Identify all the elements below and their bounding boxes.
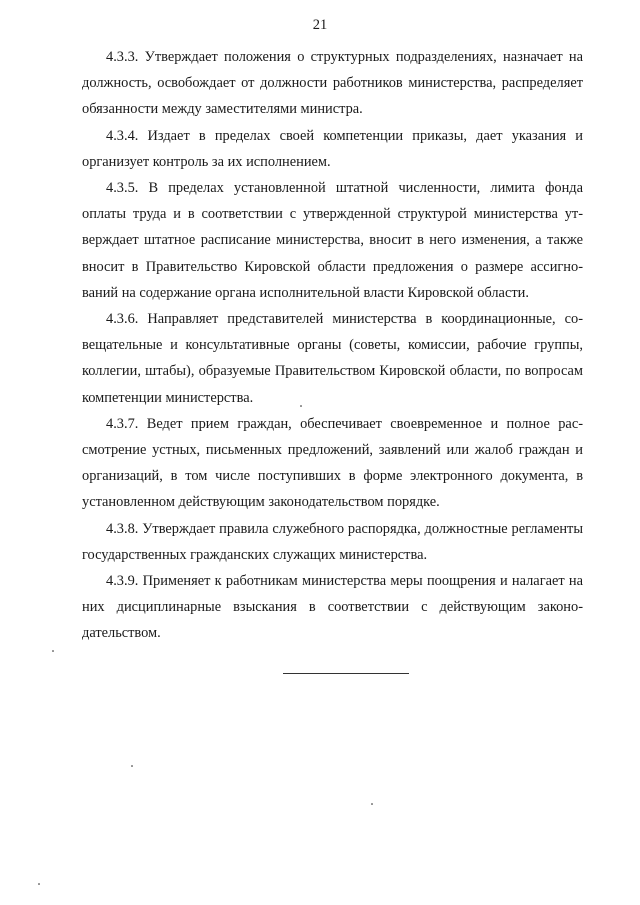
- page-number: 21: [312, 17, 328, 33]
- document-body: [82, 44, 583, 647]
- paragraph-4-3-5: 4.3.5. В пределах установленной штатной численности, лимита фонда оплаты труда и в соответствии с утвержденной структурой министерства утверждает штатное расписание министерства, вносит в него изменения, а также вносит в Правительство Кировской области предложения о размере ассигнований на содержание органа исполнительной власти Кировской области.: [82, 180, 583, 301]
- end-of-document-rule: [283, 673, 409, 674]
- paragraph-4-3-8: 4.3.8. Утверждает правила служебного распорядка, должностные регламенты государственных гражданских служащих министерства.: [82, 520, 583, 563]
- scan-speck: [38, 883, 40, 885]
- scan-speck: [52, 650, 54, 652]
- paragraph-4-3-4: 4.3.4. Издает в пределах своей компетенции приказы, дает указания и организует контроль за их исполнением.: [82, 127, 583, 170]
- paragraph-4-3-3: 4.3.3. Утверждает положения о структурных подразделениях, назначает на должность, освобождает от должности работников министерства, распределяет обязанности между заместителями министра.: [82, 49, 583, 118]
- paragraph-4-3-9: 4.3.9. Применяет к работникам министерства меры поощрения и налагает на них дисциплинарные взыскания в соответствии с действующим законодательством.: [82, 573, 583, 642]
- paragraph-4-3-7: 4.3.7. Ведет прием граждан, обеспечивает своевременное и полное рассмотрение устных, письменных предложений, заявлений или жалоб граждан и организаций, в том числе поступивших в форме электронного документа, в установленном действующим законодательством порядке.: [82, 415, 583, 511]
- scan-speck: [300, 405, 302, 407]
- scan-speck: [371, 803, 373, 805]
- scan-speck: [131, 765, 133, 767]
- paragraph-4-3-6: 4.3.6. Направляет представителей министерства в координационные, совещательные и консультативные органы (советы, комиссии, рабочие группы, коллегии, штабы), образуемые Правительством Кировской области, по вопросам компетенции министерства.: [82, 311, 583, 406]
